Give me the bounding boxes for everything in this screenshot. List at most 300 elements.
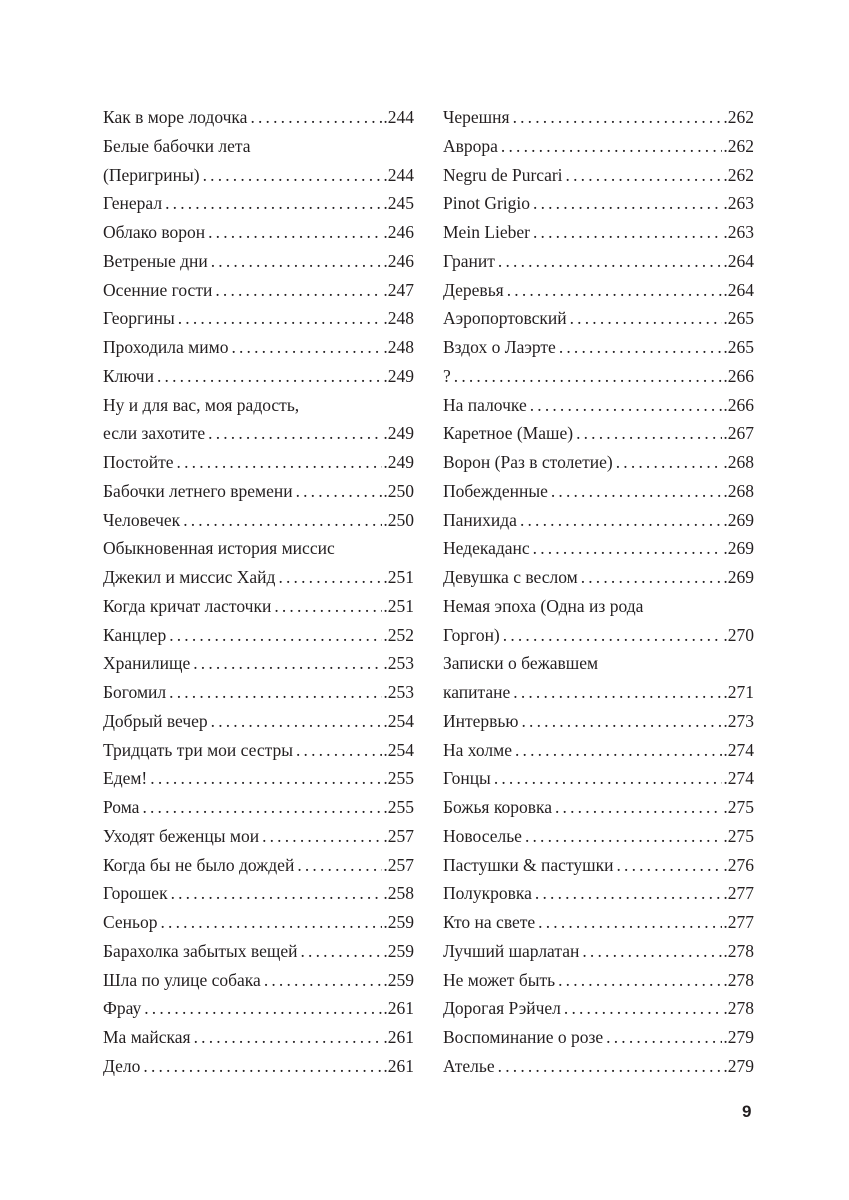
entry-page-number: . 249: [383, 448, 414, 477]
dot-leader: [178, 304, 383, 333]
toc-entry-line: [443, 966, 754, 995]
entry-page-number: . 255: [383, 764, 414, 793]
dot-leader: [616, 851, 722, 880]
entry-title: капитане: [443, 682, 511, 702]
entry-title: Едем!: [103, 768, 148, 789]
entry-title: На палочке: [443, 394, 527, 415]
toc-entry-line: [443, 879, 754, 908]
dot-leader: [551, 477, 723, 506]
toc-entry-line: [103, 851, 414, 880]
dot-leader: [559, 333, 723, 362]
dot-leader: [177, 448, 383, 477]
toc-entry: [103, 362, 414, 391]
toc-entry-line: [103, 908, 414, 937]
toc-entry-line: [443, 333, 754, 362]
toc-left-column: [103, 103, 414, 1081]
toc-entry-line: [443, 304, 754, 333]
entry-title: Божья коровка: [443, 797, 552, 817]
toc-entry: [443, 161, 754, 190]
toc-entry-line: [443, 419, 754, 448]
toc-entry-line: [443, 908, 754, 937]
dot-leader: [264, 966, 383, 995]
entry-page-number: . 259: [383, 937, 414, 966]
toc-right-column: [443, 103, 754, 1081]
entry-page-number: . 259: [383, 966, 414, 995]
entry-page-number: . 248: [383, 333, 414, 362]
entry-page-number: . 274: [723, 764, 754, 793]
toc-entry: [443, 649, 754, 707]
entry-title: Воспоминание о розе: [443, 1027, 604, 1047]
toc-entry-line: [103, 333, 414, 362]
toc-entry: [443, 822, 754, 851]
dot-leader: [262, 822, 382, 851]
entry-page-number: . 265: [723, 333, 754, 362]
toc-entry-line-wrap: [103, 391, 414, 420]
toc-entry-line: [103, 1052, 414, 1081]
dot-leader: [296, 477, 383, 506]
toc-entry-line: [103, 563, 414, 592]
entry-title: Mein Lieber: [443, 222, 530, 242]
toc-entry-line: [443, 994, 754, 1023]
entry-page-number: . 247: [383, 276, 414, 305]
entry-title: Каретное (Маше): [443, 423, 574, 444]
entry-page-number: . 249: [383, 419, 414, 448]
dot-leader: [582, 937, 722, 966]
toc-entry-line: [443, 506, 754, 535]
toc-entry-line: [443, 534, 754, 563]
entry-page-number: . 253: [383, 678, 414, 707]
dot-leader: [193, 649, 382, 678]
entry-title: Черешня: [443, 107, 510, 127]
toc-entry: [443, 419, 754, 448]
toc-entry-line: [103, 764, 414, 793]
entry-title: Осенние гости: [103, 279, 213, 300]
toc-entry: [443, 966, 754, 995]
entry-page-number: . 275: [723, 822, 754, 851]
entry-title: Сеньор: [103, 912, 158, 932]
toc-entry-line: [103, 276, 414, 305]
entry-title: Тридцать три мои сестры: [103, 739, 293, 760]
entry-title: Хранилище: [103, 653, 191, 674]
entry-title: Ворон (Раз в столетие): [443, 452, 613, 472]
entry-title: Кто на свете: [443, 912, 536, 932]
dot-leader: [515, 736, 722, 765]
entry-page-number: . 262: [723, 132, 754, 161]
entry-page-number: . 270: [723, 621, 754, 650]
toc-entry: [443, 362, 754, 391]
entry-title: Ателье: [443, 1055, 495, 1076]
toc-entry: [103, 304, 414, 333]
toc-entry-line: [443, 103, 754, 132]
toc-entry: [443, 534, 754, 563]
toc-entry: [443, 247, 754, 276]
entry-title: Гонцы: [443, 768, 491, 789]
toc-entry: [443, 592, 754, 650]
entry-title: На холме: [443, 739, 512, 760]
toc-entry-line: [443, 276, 754, 305]
toc-entry: [443, 103, 754, 132]
toc-entry: [443, 132, 754, 161]
dot-leader: [157, 362, 382, 391]
entry-page-number: . 261: [383, 994, 414, 1023]
entry-title: Записки о бежавшем: [443, 653, 599, 674]
toc-entry-line: [443, 247, 754, 276]
dot-leader: [533, 534, 723, 563]
entry-title: Генерал: [103, 193, 163, 214]
entry-page-number: . 255: [383, 793, 414, 822]
entry-title: Полукровка: [443, 883, 532, 904]
toc-entry: [103, 822, 414, 851]
dot-leader: [564, 994, 722, 1023]
entry-page-number: . 277: [723, 908, 754, 937]
toc-entry: [103, 477, 414, 506]
toc-entry: [443, 707, 754, 736]
toc-entry-line-wrap: [443, 592, 754, 621]
entry-title: Постойте: [103, 452, 174, 472]
dot-leader: [498, 1052, 723, 1081]
toc-entry-line: [103, 994, 414, 1023]
dot-leader: [520, 506, 722, 535]
toc-entry: [443, 937, 754, 966]
toc-entry-line: [103, 103, 414, 132]
dot-leader: [558, 966, 722, 995]
dot-leader: [494, 764, 723, 793]
dot-leader: [501, 132, 722, 161]
dot-leader: [231, 333, 382, 362]
entry-page-number: . 265: [723, 304, 754, 333]
entry-page-number: . 246: [383, 218, 414, 247]
dot-leader: [169, 621, 382, 650]
toc-entry-line: [103, 362, 414, 391]
entry-page-number: . 263: [723, 189, 754, 218]
toc-entry-line: [103, 218, 414, 247]
toc-entry: [103, 103, 414, 132]
toc-entry-line: [443, 477, 754, 506]
toc-entry: [443, 391, 754, 420]
toc-entry-line: [103, 247, 414, 276]
toc-entry: [103, 448, 414, 477]
toc-entry: [443, 506, 754, 535]
entry-title: Бабочки летнего времени: [103, 480, 293, 501]
entry-page-number: . 245: [383, 189, 414, 218]
dot-leader: [194, 1023, 383, 1052]
dot-leader: [171, 879, 383, 908]
toc-entry: [103, 736, 414, 765]
entry-page-number: . 251: [383, 563, 414, 592]
dot-leader: [530, 391, 723, 420]
dot-leader: [150, 764, 382, 793]
toc-entry-line: [443, 161, 754, 190]
entry-title: Уходят беженцы мои: [103, 825, 260, 846]
toc-entry-line-wrap: [103, 132, 414, 161]
toc-entry: [443, 1052, 754, 1081]
entry-title: Когда кричат ласточки: [103, 595, 272, 616]
toc-entry: [443, 1023, 754, 1052]
toc-entry-line: [443, 851, 754, 880]
toc-entry-line: [443, 822, 754, 851]
entry-title: Вздох о Лаэрте: [443, 337, 556, 357]
toc-entry-line-wrap: [103, 534, 414, 563]
toc-entry-line: [103, 793, 414, 822]
entry-page-number: . 250: [383, 477, 414, 506]
toc-entry-line: [103, 822, 414, 851]
entry-page-number: . 275: [723, 793, 754, 822]
toc-entry: [443, 764, 754, 793]
toc-entry: [443, 879, 754, 908]
entry-title: Фрау: [103, 998, 142, 1019]
toc-entry-line: [103, 189, 414, 218]
dot-leader: [535, 879, 722, 908]
entry-page-number: . 278: [723, 994, 754, 1023]
dot-leader: [183, 506, 382, 535]
toc-entry: [103, 851, 414, 880]
entry-title: Горгон): [443, 624, 500, 645]
entry-page-number: . 279: [723, 1052, 754, 1081]
toc-entry: [443, 218, 754, 247]
dot-leader: [498, 247, 722, 276]
toc-entry: [443, 276, 754, 305]
entry-title: Ну и для вас, моя радость,: [103, 394, 300, 415]
toc-entry-line: [443, 621, 754, 650]
entry-title: Богомил: [103, 682, 167, 702]
entry-page-number: . 262: [723, 161, 754, 190]
toc-entry: [103, 132, 414, 190]
toc-entry-line: [443, 793, 754, 822]
dot-leader: [144, 994, 382, 1023]
dot-leader: [215, 276, 382, 305]
dot-leader: [169, 678, 382, 707]
toc-entry: [103, 218, 414, 247]
entry-title: Облако ворон: [103, 222, 206, 242]
toc-entry: [103, 189, 414, 218]
entry-page-number: . 257: [383, 851, 414, 880]
toc-entry-line: [443, 448, 754, 477]
entry-page-number: . 250: [383, 506, 414, 535]
entry-title: Барахолка забытых вещей: [103, 940, 298, 961]
dot-leader: [296, 736, 382, 765]
toc-entry-line: [103, 707, 414, 736]
entry-page-number: . 278: [723, 937, 754, 966]
toc-entry: [103, 678, 414, 707]
entry-page-number: . 261: [383, 1023, 414, 1052]
entry-page-number: . 259: [383, 908, 414, 937]
dot-leader: [300, 937, 382, 966]
entry-page-number: . 248: [383, 304, 414, 333]
dot-leader: [581, 563, 723, 592]
entry-title: Как в море лодочка: [103, 107, 248, 127]
toc-entry-line: [103, 477, 414, 506]
entry-page-number: . 279: [723, 1023, 754, 1052]
toc-entry-line: [103, 448, 414, 477]
entry-title: Панихида: [443, 509, 517, 530]
entry-title: Лучший шарлатан: [443, 940, 580, 961]
entry-page-number: . 268: [723, 477, 754, 506]
dot-leader: [250, 103, 382, 132]
toc-entry-line-wrap: [443, 649, 754, 678]
dot-leader: [208, 419, 382, 448]
toc-entry: [103, 534, 414, 592]
entry-page-number: . 249: [383, 362, 414, 391]
dot-leader: [533, 189, 722, 218]
toc-entry: [443, 189, 754, 218]
entry-title: Шла по улице собака: [103, 969, 261, 990]
toc-entry: [103, 937, 414, 966]
entry-page-number: . 269: [723, 506, 754, 535]
entry-page-number: . 273: [723, 707, 754, 736]
entry-page-number: . 261: [383, 1052, 414, 1081]
entry-title: Проходила мимо: [103, 337, 229, 357]
toc-entry-line: [103, 649, 414, 678]
toc-entry: [443, 793, 754, 822]
toc-entry-line: [443, 189, 754, 218]
entry-page-number: . 253: [383, 649, 414, 678]
toc-entry-line: [103, 304, 414, 333]
toc-entry: [103, 649, 414, 678]
toc-entry: [443, 448, 754, 477]
toc-entry-line: [103, 736, 414, 765]
entry-title: Немая эпоха (Одна из рода: [443, 595, 644, 616]
dot-leader: [538, 908, 722, 937]
dot-leader: [142, 793, 382, 822]
toc-entry: [103, 1052, 414, 1081]
dot-leader: [161, 908, 383, 937]
entry-title: Человечек: [103, 509, 181, 530]
entry-title: Дорогая Рэйчел: [443, 998, 561, 1019]
toc-entry-line: [103, 879, 414, 908]
entry-title: ?: [443, 365, 451, 386]
entry-title: Аврора: [443, 135, 498, 156]
entry-page-number: . 262: [723, 103, 754, 132]
entry-title: Аэропортовский: [443, 308, 567, 329]
dot-leader: [143, 1052, 382, 1081]
entry-title: если захотите: [103, 423, 206, 444]
entry-title: Обыкновенная история миссис: [103, 538, 335, 559]
entry-title: Ветреные дни: [103, 250, 208, 271]
dot-leader: [566, 161, 723, 190]
toc-entry: [443, 304, 754, 333]
toc-entry: [103, 276, 414, 305]
toc-entry-line: [103, 1023, 414, 1052]
dot-leader: [525, 822, 722, 851]
entry-page-number: . 263: [723, 218, 754, 247]
entry-page-number: . 257: [383, 822, 414, 851]
toc-entry-line: [103, 678, 414, 707]
entry-title: Канцлер: [103, 624, 167, 645]
toc-entry-line: [103, 592, 414, 621]
entry-title: Не может быть: [443, 969, 556, 990]
entry-title: Интервью: [443, 710, 519, 731]
entry-title: Рома: [103, 797, 140, 817]
entry-page-number: . 244: [383, 161, 414, 190]
toc-entry-line: [443, 1052, 754, 1081]
toc-entry: [103, 707, 414, 736]
dot-leader: [165, 189, 382, 218]
dot-leader: [211, 707, 383, 736]
dot-leader: [606, 1023, 722, 1052]
toc-entry: [103, 592, 414, 621]
toc-entry-line: [443, 736, 754, 765]
toc-entry: [103, 994, 414, 1023]
entry-page-number: . 271: [723, 678, 754, 707]
entry-page-number: . 251: [383, 592, 414, 621]
entry-page-number: . 276: [723, 851, 754, 880]
dot-leader: [503, 621, 723, 650]
toc-entry-line: [443, 764, 754, 793]
toc-entry: [103, 391, 414, 449]
entry-title: Negru de Purcari: [443, 164, 563, 185]
toc-entry-line: [443, 563, 754, 592]
toc-entry-line: [443, 937, 754, 966]
toc-entry: [443, 736, 754, 765]
toc-entry-line: [443, 1023, 754, 1052]
entry-title: Белые бабочки лета: [103, 135, 251, 156]
toc-entry: [443, 333, 754, 362]
dot-leader: [533, 218, 722, 247]
entry-page-number: . 274: [723, 736, 754, 765]
toc-entry: [103, 247, 414, 276]
dot-leader: [297, 851, 382, 880]
entry-title: Когда бы не было дождей: [103, 854, 295, 875]
dot-leader: [507, 276, 723, 305]
toc-entry-line: [103, 937, 414, 966]
toc-entry-line: [103, 161, 414, 190]
entry-page-number: . 267: [723, 419, 754, 448]
toc-entry-line: [443, 707, 754, 736]
toc-entry-line: [443, 362, 754, 391]
toc-entry: [103, 506, 414, 535]
toc-entry: [103, 966, 414, 995]
toc-entry-line: [443, 391, 754, 420]
toc-entry-line: [443, 132, 754, 161]
toc-entry-line: [443, 678, 754, 707]
toc-entry: [103, 333, 414, 362]
entry-title: Ключи: [103, 365, 154, 386]
entry-page-number: . 277: [723, 879, 754, 908]
toc-entry: [103, 1023, 414, 1052]
toc-entry: [103, 879, 414, 908]
entry-title: Новоселье: [443, 825, 522, 846]
toc-entry: [443, 994, 754, 1023]
toc-entry-line: [103, 621, 414, 650]
toc-entry: [443, 908, 754, 937]
toc-entry-line: [103, 506, 414, 535]
entry-title: Джекил и миссис Хайд: [103, 567, 276, 587]
entry-page-number: . 252: [383, 621, 414, 650]
entry-page-number: . 266: [723, 362, 754, 391]
entry-page-number: . 246: [383, 247, 414, 276]
entry-title: (Перигрины): [103, 164, 200, 185]
dot-leader: [274, 592, 382, 621]
toc-entry-line: [103, 419, 414, 448]
toc-entry: [103, 908, 414, 937]
entry-title: Горошек: [103, 883, 168, 904]
toc-entry: [443, 851, 754, 880]
toc-entry: [443, 477, 754, 506]
dot-leader: [454, 362, 723, 391]
dot-leader: [522, 707, 723, 736]
dot-leader: [616, 448, 723, 477]
entry-page-number: . 244: [383, 103, 414, 132]
entry-page-number: . 269: [723, 534, 754, 563]
page-number: 9: [742, 1102, 752, 1121]
toc-entry: [103, 793, 414, 822]
entry-page-number: . 254: [383, 707, 414, 736]
entry-page-number: . 254: [383, 736, 414, 765]
dot-leader: [278, 563, 382, 592]
dot-leader: [211, 247, 383, 276]
entry-title: Pinot Grigio: [443, 193, 531, 214]
dot-leader: [513, 678, 722, 707]
